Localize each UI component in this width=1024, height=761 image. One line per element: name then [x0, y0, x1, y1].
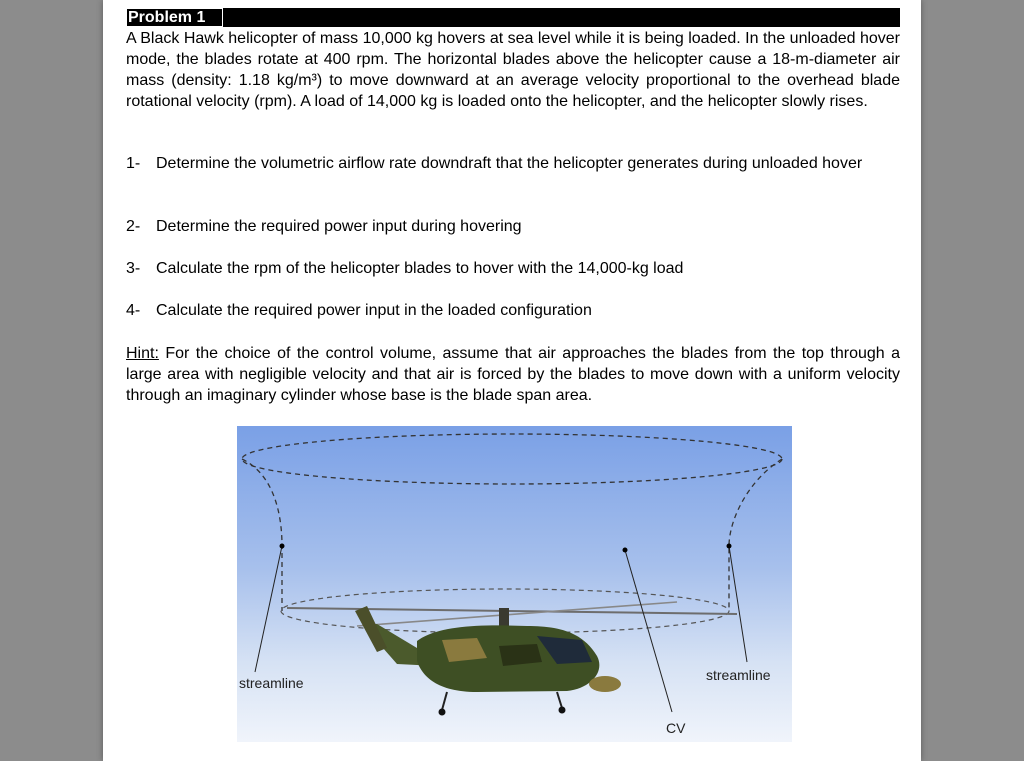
wheel: [559, 707, 566, 714]
control-volume-diagram: [237, 426, 792, 742]
hint-text: For the choice of the control volume, assume that air approaches the blades from the top through a large area with negligible velocity and that air is forced by the blades to move down with a uniform velocity through an imaginary cylinder whose base is the blade span area.: [126, 345, 900, 404]
streamline-right-dot: [727, 544, 732, 549]
problem-statement: A Black Hawk helicopter of mass 10,000 kg hovers at sea level while it is being loaded. In the unloaded hover mode, the blades rotate at 400 rpm. The horizontal blades above the helicopter cause a 18-m-diameter air mass (density: 1.18 kg/m³) to move downward at an average velocity proportional to the overhead blade rotational velocity (rpm). A load of 14,000 kg is loaded onto the helicopter, and the helicopter slowly rises.: [126, 30, 900, 110]
title-frame: [126, 8, 223, 27]
question-number: 2-: [126, 218, 141, 235]
streamline-left-dot: [280, 544, 285, 549]
question-text: Determine the required power input during hovering: [156, 218, 522, 235]
question-text: Determine the volumetric airflow rate downdraft that the helicopter generates during unloaded hover: [156, 155, 863, 172]
cv-leader: [625, 550, 672, 712]
streamline-right-leader: [729, 546, 747, 662]
cv-dot: [623, 548, 628, 553]
question-2: [126, 216, 900, 237]
streamline-left-leader: [255, 546, 282, 672]
question-number: 1-: [126, 155, 141, 172]
problem-title: Problem 1: [128, 9, 206, 26]
cv-top-ellipse: [242, 434, 782, 484]
question-text: Calculate the rpm of the helicopter blades to hover with the 14,000-kg load: [156, 260, 684, 277]
streamline-label-left: streamline: [239, 675, 304, 691]
landing-gear: [557, 692, 562, 708]
problem-title-bar: [126, 8, 900, 27]
helicopter-figure: [237, 426, 792, 742]
question-number: 3-: [126, 260, 141, 277]
hint-paragraph: [126, 343, 900, 406]
question-4: [126, 300, 900, 321]
question-text: Calculate the required power input in the loaded configuration: [156, 302, 592, 319]
streamline-label-right: streamline: [706, 667, 771, 683]
cv-label: CV: [666, 720, 686, 736]
rotor-mast: [499, 608, 509, 628]
question-3: [126, 258, 900, 279]
hint-label: Hint:: [126, 345, 159, 362]
cv-left-wall: [242, 459, 282, 611]
question-number: 4-: [126, 302, 141, 319]
rotor-blade: [287, 608, 737, 614]
document-page: [103, 0, 921, 761]
wheel: [439, 709, 446, 716]
nose-pod: [589, 676, 621, 692]
cv-right-wall: [729, 459, 782, 611]
question-1: [126, 153, 900, 174]
landing-gear: [442, 692, 447, 710]
helicopter-image: [287, 602, 737, 716]
rotor-blade: [357, 602, 677, 626]
